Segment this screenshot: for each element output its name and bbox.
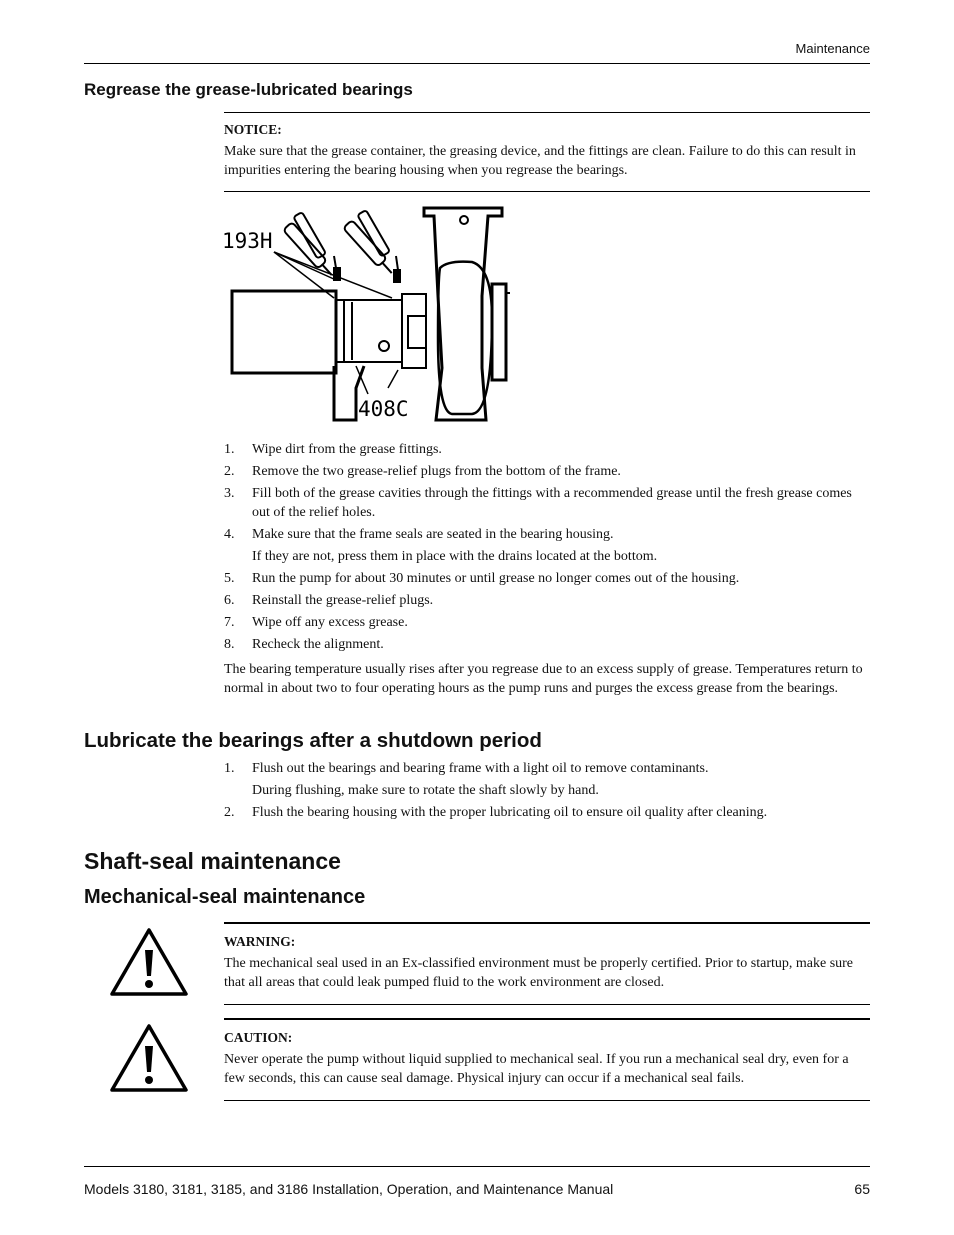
bearing-grease-figure xyxy=(216,198,516,430)
warning-text: The mechanical seal used in an Ex-classified environment must be properly certified. Prior to startup, make sure that all areas that could leak pumped fluid to the work environment are closed. xyxy=(224,956,854,990)
shutdown-heading: Lubricate the bearings after a shutdown period xyxy=(84,729,542,752)
list-item: 2. Remove the two grease-relief plugs from the bottom of the frame. xyxy=(224,464,621,479)
warning-icon xyxy=(108,926,190,998)
list-item: 6. Reinstall the grease-relief plugs. xyxy=(224,593,434,608)
figure-label-408c: 408C xyxy=(358,397,409,421)
caution-icon xyxy=(108,1022,190,1094)
list-item: 5. Run the pump for about 30 minutes or until grease no longer comes out of the housing. xyxy=(224,571,740,586)
header-section-label: Maintenance xyxy=(795,41,870,56)
regrease-closing-paragraph: The bearing temperature usually rises after you regrease due to an excess supply of grease. Temperatures return to normal in about two to four operating hours as the pump runs and purges the excess grease from the bearings. xyxy=(224,662,863,696)
notice-box xyxy=(224,112,870,192)
figure-label-193h: 193H xyxy=(222,229,273,253)
caution-text: Never operate the pump without liquid supplied to mechanical seal. If you run a mechanical seal dry, even for a few seconds, this can cause seal damage. Physical injury can occur if a mechanical seal fails. xyxy=(224,1052,849,1086)
page-number: 65 xyxy=(854,1181,870,1197)
list-item: 1. Flush out the bearings and bearing frame with a light oil to remove contaminants. During flushing, make sure to rotate the shaft slowly by hand. xyxy=(224,761,709,798)
warning-title: WARNING: xyxy=(224,934,296,949)
list-item: 4. Make sure that the frame seals are seated in the bearing housing. If they are not, press them in place with the drains located at the bottom. xyxy=(224,527,658,564)
mech-seal-heading: Mechanical-seal maintenance xyxy=(84,886,366,908)
regrease-heading: Regrease the grease-lubricated bearings xyxy=(84,80,413,99)
shutdown-steps xyxy=(224,759,870,822)
caution-box xyxy=(224,1018,870,1101)
warning-box xyxy=(224,922,870,1005)
list-item: 8. Recheck the alignment. xyxy=(224,637,384,652)
list-item: 3. Fill both of the grease cavities through the fittings with a recommended grease until the fresh grease comes out of the relief holes. xyxy=(224,486,852,520)
footer-manual-title: Models 3180, 3181, 3185, and 3186 Installation, Operation, and Maintenance Manual xyxy=(84,1181,614,1197)
caution-title: CAUTION: xyxy=(224,1030,293,1045)
list-item: 2. Flush the bearing housing with the proper lubricating oil to ensure oil quality after cleaning. xyxy=(224,805,768,820)
notice-text: Make sure that the grease container, the greasing device, and the fittings are clean. Failure to do this can result in impurities entering the bearing housing when you regrease the bearings. xyxy=(224,144,856,178)
header-rule xyxy=(84,63,870,64)
regrease-steps xyxy=(224,440,870,654)
footer-rule xyxy=(84,1166,870,1167)
notice-title: NOTICE: xyxy=(224,122,282,137)
list-item: 1. Wipe dirt from the grease fittings. xyxy=(224,442,442,457)
shaft-seal-heading: Shaft-seal maintenance xyxy=(84,848,341,874)
list-item: 7. Wipe off any excess grease. xyxy=(224,615,408,630)
